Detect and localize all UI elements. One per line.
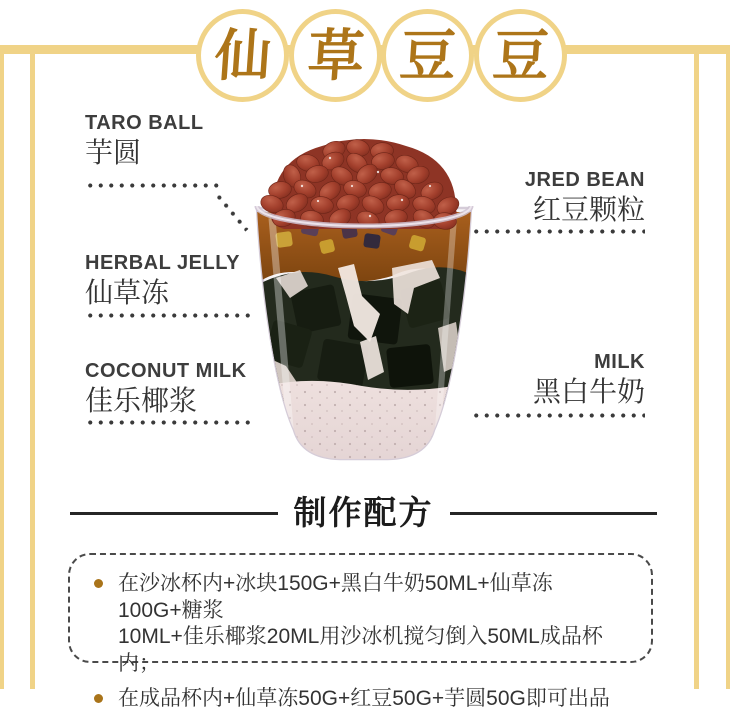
- title-circle-2: [289, 9, 382, 102]
- title-char: 豆: [397, 23, 458, 87]
- label-taro-ball: [85, 112, 204, 169]
- label-zh: 红豆颗粒: [532, 194, 645, 225]
- recipe-step-2: [94, 686, 631, 713]
- title-char: 豆: [490, 23, 551, 87]
- recipe-step-1: [94, 571, 631, 677]
- label-en: HERBAL JELLY: [85, 252, 240, 274]
- bullet-dot-icon: [94, 694, 103, 703]
- recipe-line: 在沙冰杯内+冰块150G+黑白牛奶50ML+仙草冻100G+糖浆: [118, 572, 553, 622]
- recipe-step-text: [118, 571, 631, 677]
- label-zh: 黑白牛奶: [532, 376, 645, 407]
- label-zh: 芋圆: [85, 137, 142, 168]
- product-photo: [242, 128, 486, 466]
- title-circle-1: [196, 9, 289, 102]
- dotted-leader-redbean: [471, 229, 645, 234]
- bullet-dot-icon: [94, 579, 103, 588]
- left-outer-border-bar: [0, 45, 4, 689]
- dotted-leader-coconut: [85, 420, 251, 425]
- label-en: JRED BEAN: [524, 169, 645, 191]
- recipe-line: 在成品杯内+仙草冻50G+红豆50G+芋圆50G即可出品: [118, 687, 610, 710]
- recipe-step-text: [118, 686, 610, 713]
- right-outer-border-bar: [726, 45, 730, 689]
- recipe-box: [68, 553, 653, 710]
- label-coconut-milk: [85, 360, 247, 417]
- title-circle-4: [474, 9, 567, 102]
- title-char: 仙: [212, 23, 273, 87]
- label-en: COCONUT MILK: [85, 360, 247, 382]
- right-inner-border-bar: [694, 45, 699, 689]
- recipe-heading: [70, 494, 657, 532]
- label-en: TARO BALL: [85, 112, 204, 134]
- title-char: 草: [305, 23, 366, 87]
- dotted-leader-milk: [471, 413, 645, 418]
- recipe-heading-text: 制作配方: [293, 494, 434, 531]
- heading-rule-right: [450, 512, 658, 515]
- left-inner-border-bar: [30, 45, 35, 689]
- label-zh: 佳乐椰浆: [85, 385, 198, 416]
- dotted-leader-taro: [85, 183, 219, 188]
- dotted-leader-herbal: [85, 313, 251, 318]
- label-zh: 仙草冻: [85, 277, 170, 308]
- recipe-line: 10ML+佳乐椰浆20ML用沙冰机搅匀倒入50ML成品杯内；: [118, 625, 603, 675]
- label-en: MILK: [594, 351, 645, 373]
- heading-rule-left: [70, 512, 278, 515]
- title-circle-3: [381, 9, 474, 102]
- label-herbal-jelly: [85, 252, 240, 309]
